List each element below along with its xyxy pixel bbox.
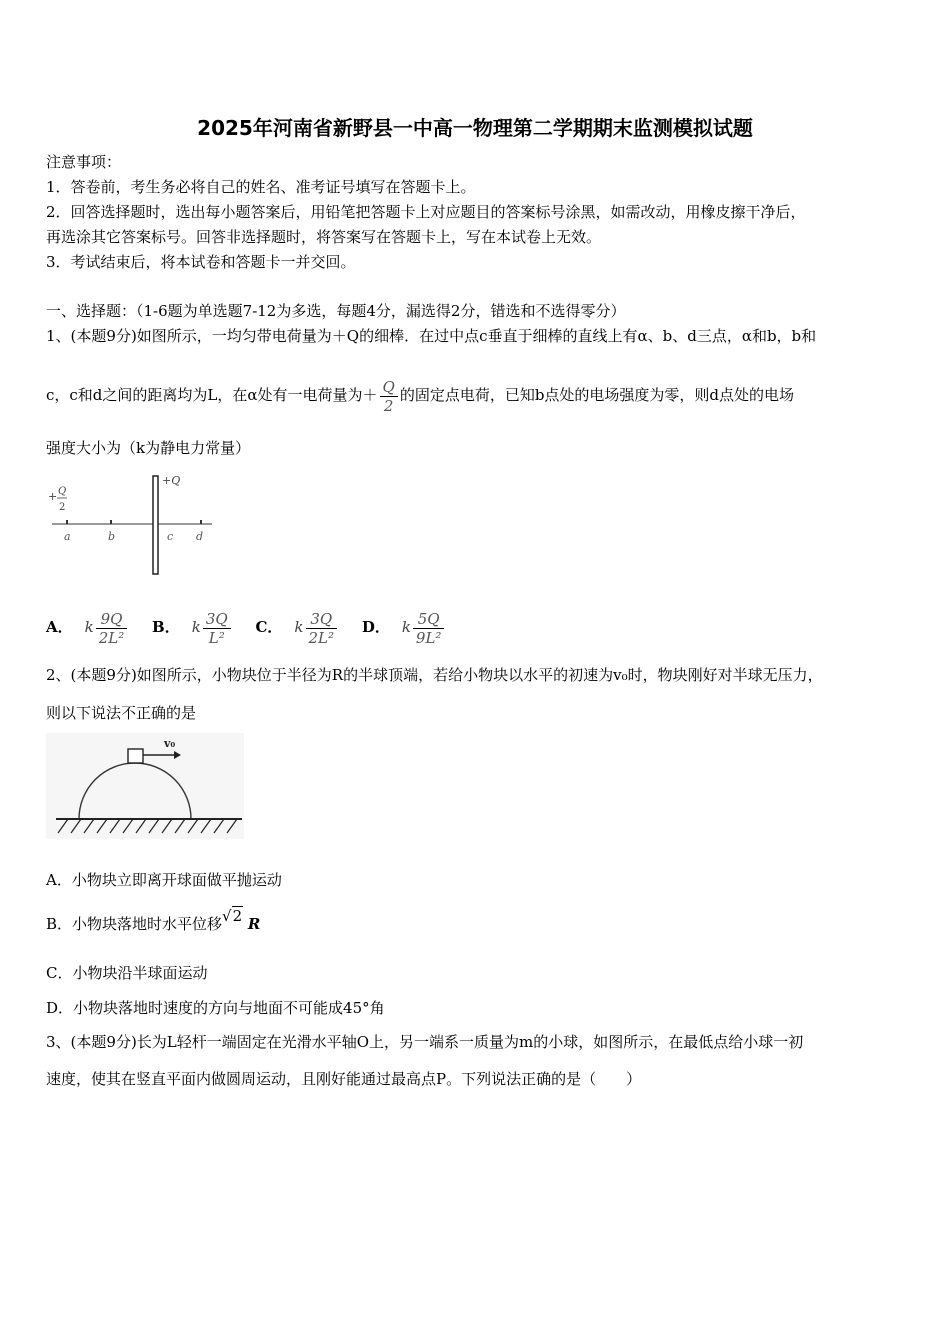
notice-item: 3．考试结束后，将本试卷和答题卡一并交回。 (46, 253, 356, 271)
sqrt-symbol: √2 (222, 907, 243, 925)
question-2-line-2: 则以下说法不正确的是 (46, 704, 197, 722)
option-b[interactable]: B． k $\frac{3Q}{\text{L²}}$ (152, 604, 233, 650)
question-2-option-c[interactable]: C．小物块沿半球面运动 (46, 964, 208, 982)
question-1-line-2 (46, 372, 794, 418)
question-1-figure (44, 470, 224, 582)
page-title: 2025年河南省新野县一中高一物理第二学期期末监测模拟试题 (197, 116, 753, 140)
point-charge-den: 2 (59, 502, 66, 513)
point-label-c: c (167, 530, 174, 543)
notice-item: 2．回答选择题时，选出每小题答案后，用铅笔把答题卡上对应题目的答案标号涂黑，如需改动，用橡皮擦干净后， (46, 203, 806, 221)
question-1-options (46, 604, 464, 650)
velocity-label: v₀ (164, 737, 176, 750)
question-2-option-a[interactable]: A．小物块立即离开球面做平抛运动 (46, 871, 282, 889)
point-label-b: b (108, 530, 116, 543)
option-d[interactable]: D． k $\frac{5Q}{\text{9L²}}$ (362, 604, 447, 650)
notice-heading: 注意事项： (46, 153, 122, 171)
question-3-line-1: 3、(本题9分)长为L轻杆一端固定在光滑水平轴O上，另一端系一质量为m的小球，如图所示，在最低点给小球一初 (46, 1033, 804, 1051)
block (128, 749, 143, 763)
charged-rod (153, 476, 158, 574)
question-1-text: 的固定点电荷，已知b点处的电场强度为零，则d点处的电场 (399, 386, 795, 404)
figure-background (46, 733, 244, 839)
notice-item: 再选涂其它答案标号。回答非选择题时，将答案写在答题卡上，写在本试卷上无效。 (46, 228, 602, 246)
question-1-line-3: 强度大小为（k为静电力常量） (46, 439, 251, 457)
question-2-line-1: 2、(本题9分)如图所示，小物块位于半径为R的半球顶端，若给小物块以水平的初速为v₀时，物块刚好对半球无压力， (46, 666, 823, 684)
question-2-option-d[interactable]: D．小物块落地时速度的方向与地面不可能成45°角 (46, 999, 385, 1017)
question-3-line-2: 速度，使其在竖直平面内做圆周运动，且刚好能通过最高点P。下列说法正确的是（ ） (46, 1070, 642, 1088)
question-2-figure (46, 733, 244, 839)
charge-fraction: $\frac{Q}{2}$ (380, 378, 398, 415)
notice-item: 1．答卷前，考生务必将自己的姓名、准考证号填写在答题卡上。 (46, 178, 476, 196)
rod-charge-label: +Q (162, 474, 181, 487)
point-label-d: d (196, 530, 204, 543)
section-heading: 一、选择题：（1-6题为单选题7-12为多选，每题4分，漏选得2分，错选和不选得零分） (46, 302, 626, 320)
point-charge-plus: + (48, 490, 58, 503)
option-c[interactable]: C． k $\frac{3Q}{\text{2L²}}$ (255, 604, 339, 650)
question-2-option-b[interactable]: B．小物块落地时水平位移√2 R (46, 908, 260, 940)
question-1-text: c，c和d之间的距离均为L，在α处有一电荷量为＋ (46, 386, 378, 404)
point-charge-num: Q (58, 486, 67, 497)
point-label-a: a (64, 530, 71, 543)
option-a[interactable]: A． k $\frac{9Q}{\text{2L²}}$ (46, 604, 129, 650)
question-1-line-1: 1、(本题9分)如图所示，一均匀带电荷量为＋Q的细棒．在过中点c垂直于细棒的直线上有α、b、d三点，α和b，b和 (46, 327, 817, 345)
